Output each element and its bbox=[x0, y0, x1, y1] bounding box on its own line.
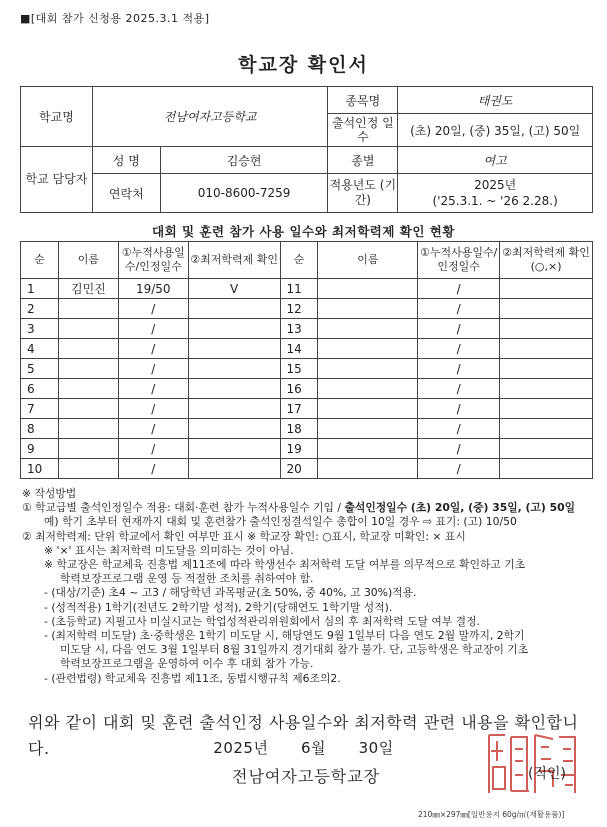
days-cell: / bbox=[118, 399, 188, 419]
name-cell bbox=[58, 339, 118, 359]
category-label: 종별 bbox=[328, 147, 398, 174]
check-cell bbox=[500, 359, 593, 379]
attendance-value: (초) 20일, (중) 35일, (고) 50일 bbox=[398, 114, 593, 147]
name-cell bbox=[318, 439, 418, 459]
seq-cell: 14 bbox=[280, 339, 318, 359]
period-value: ('25.3.1. ~ '26 2.28.) bbox=[432, 194, 558, 208]
name-cell bbox=[318, 419, 418, 439]
check-cell bbox=[500, 279, 593, 299]
note-line-9: - (초등학교) 지필고사 미실시교는 학업성적관리위원회에서 심의 후 최저학력 도달 여부 결정. bbox=[44, 614, 480, 628]
days-cell: / bbox=[418, 379, 500, 399]
seq-cell: 2 bbox=[21, 299, 59, 319]
date-day: 30일 bbox=[358, 739, 394, 757]
school-value: 전남여자고등학교 bbox=[92, 87, 328, 147]
seq-cell: 15 bbox=[280, 359, 318, 379]
notes-block bbox=[22, 487, 588, 686]
sport-value: 태권도 bbox=[398, 87, 593, 114]
check-cell bbox=[500, 319, 593, 339]
table-row bbox=[21, 319, 593, 339]
note-line-4: ※ '×' 표시는 최저학력 미도달을 의미하는 것이 아님. bbox=[44, 543, 294, 557]
check-cell bbox=[188, 319, 280, 339]
col-days-1-header: ①누적사용일수/인정일수 bbox=[118, 242, 188, 279]
contact-label: 연락처 bbox=[92, 174, 160, 213]
col-seq-2-header: 순 bbox=[280, 242, 318, 279]
check-cell bbox=[188, 439, 280, 459]
check-cell bbox=[500, 339, 593, 359]
table-row bbox=[21, 439, 593, 459]
days-cell: 19/50 bbox=[118, 279, 188, 299]
days-cell: / bbox=[418, 319, 500, 339]
check-cell bbox=[188, 359, 280, 379]
days-cell: / bbox=[418, 299, 500, 319]
notes-heading: ※ 작성방법 bbox=[22, 487, 77, 500]
name-cell bbox=[318, 299, 418, 319]
seq-cell: 8 bbox=[21, 419, 59, 439]
table-row bbox=[21, 359, 593, 379]
days-cell: / bbox=[118, 299, 188, 319]
col-name-1-header: 이름 bbox=[58, 242, 118, 279]
note-line-7: - (대상/기준) 초4 ~ 고3 / 해당학년 과목평균(초 50%, 중 40%, 고 30%)적용. bbox=[44, 586, 417, 600]
seq-cell: 7 bbox=[21, 399, 59, 419]
name-cell bbox=[318, 319, 418, 339]
seq-cell: 20 bbox=[280, 459, 318, 479]
days-cell: / bbox=[118, 459, 188, 479]
days-cell: / bbox=[418, 359, 500, 379]
check-cell bbox=[188, 339, 280, 359]
note-line-10: - (최저학력 미도달) 초·중학생은 1학기 미도달 시, 해당연도 9월 1일부터 다음 연도 2월 말까지, 2학기 bbox=[44, 629, 525, 643]
name-cell bbox=[58, 459, 118, 479]
days-cell: / bbox=[418, 459, 500, 479]
contact-value: 010-8600-7259 bbox=[160, 174, 328, 213]
note-line-1a: ① 학교급별 출석인정일수 적용: 대회·훈련 참가 누적사용일수 기입 / bbox=[22, 501, 345, 515]
paper-footer: 210㎜×297㎜[일반용지 60g/㎡(재활용품)] bbox=[418, 810, 565, 819]
seq-cell: 12 bbox=[280, 299, 318, 319]
seq-cell: 11 bbox=[280, 279, 318, 299]
check-cell bbox=[188, 299, 280, 319]
table-row bbox=[21, 399, 593, 419]
check-cell bbox=[500, 419, 593, 439]
check-cell bbox=[500, 379, 593, 399]
check-cell bbox=[500, 299, 593, 319]
seq-cell: 9 bbox=[21, 439, 59, 459]
school-head-signature: 전남여자고등학교장 bbox=[232, 767, 381, 786]
manager-label: 학교 담당자 bbox=[21, 147, 93, 213]
col-check-1-header: ②최저학력제 확인 bbox=[188, 242, 280, 279]
name-cell bbox=[318, 399, 418, 419]
note-line-11: 미도달 시, 다음 연도 3월 1일부터 8월 31일까지 경기대회 참가 불가. 단, 고등학생은 학교장이 기초 bbox=[60, 643, 529, 657]
name-cell bbox=[318, 379, 418, 399]
seq-cell: 10 bbox=[21, 459, 59, 479]
col-days-2-header: ①누적사용일수/인정일수 bbox=[418, 242, 500, 279]
table-row bbox=[21, 419, 593, 439]
days-cell: / bbox=[118, 359, 188, 379]
col-seq-1-header: 순 bbox=[21, 242, 59, 279]
check-cell bbox=[500, 439, 593, 459]
note-line-3: ② 최저학력제: 단위 학교에서 확인 여부만 표시 ※ 학교장 확인: ○표시, 학교장 미확인: × 표시 bbox=[22, 529, 466, 543]
check-cell bbox=[188, 399, 280, 419]
name-cell bbox=[58, 299, 118, 319]
note-line-6: 학력보장프로그램 운영 등 적절한 조치를 취하여야 함. bbox=[60, 572, 314, 586]
days-cell: / bbox=[118, 339, 188, 359]
seq-cell: 17 bbox=[280, 399, 318, 419]
name-cell bbox=[318, 359, 418, 379]
days-cell: / bbox=[418, 419, 500, 439]
seq-cell: 4 bbox=[21, 339, 59, 359]
note-line-12: 학력보장프로그램을 운영하여 이수 후 대회 참가 가능. bbox=[60, 657, 314, 671]
date-year: 2025년 bbox=[213, 739, 269, 757]
category-value: 여고 bbox=[398, 147, 593, 174]
year-value-cell bbox=[398, 174, 593, 213]
check-cell bbox=[188, 379, 280, 399]
col-check-2-header: ②최저학력제 확인(○,×) bbox=[500, 242, 593, 279]
name-cell bbox=[58, 379, 118, 399]
seq-cell: 5 bbox=[21, 359, 59, 379]
seq-cell: 6 bbox=[21, 379, 59, 399]
name-cell bbox=[58, 399, 118, 419]
days-cell: / bbox=[118, 439, 188, 459]
name-cell bbox=[318, 339, 418, 359]
check-cell bbox=[500, 459, 593, 479]
seq-cell: 19 bbox=[280, 439, 318, 459]
seq-cell: 16 bbox=[280, 379, 318, 399]
name-cell: 김민진 bbox=[58, 279, 118, 299]
note-line-13: - (관련법령) 학교체육 진흥법 제11조, 동법시행규칙 제6조의2. bbox=[44, 671, 341, 685]
confirm-text: 위와 같이 대회 및 훈련 출석인정 사용일수와 최저학력 관련 내용을 확인합니다. bbox=[28, 713, 579, 758]
days-cell: / bbox=[118, 379, 188, 399]
note-line-8: - (성적적용) 1학기(전년도 2학기말 성적), 2학기(당해연도 1학기말 성적). bbox=[44, 600, 393, 614]
page-title: 학교장 확인서 bbox=[238, 54, 369, 76]
days-cell: / bbox=[418, 399, 500, 419]
school-label: 학교명 bbox=[21, 87, 93, 147]
seq-cell: 18 bbox=[280, 419, 318, 439]
note-line-5: ※ 학교장은 학교체육 진흥법 제11조에 따라 학생선수 최저학력 도달 여부를 의무적으로 확인하고 기초 bbox=[44, 558, 526, 572]
days-cell: / bbox=[418, 279, 500, 299]
days-cell: / bbox=[118, 419, 188, 439]
seq-cell: 13 bbox=[280, 319, 318, 339]
info-table bbox=[20, 86, 593, 213]
name-cell bbox=[318, 459, 418, 479]
check-cell bbox=[188, 419, 280, 439]
col-name-2-header: 이름 bbox=[318, 242, 418, 279]
table-row bbox=[21, 339, 593, 359]
check-cell: V bbox=[188, 279, 280, 299]
status-table bbox=[20, 241, 593, 479]
check-cell bbox=[188, 459, 280, 479]
year-label: 적용년도 (기간) bbox=[328, 174, 398, 213]
table-row bbox=[21, 379, 593, 399]
note-line-2: 예) 학기 초부터 현재까지 대회 및 훈련참가 출석인정결석일수 총합이 10일 경우 ⇨ 표기: (고) 10/50 bbox=[44, 515, 517, 529]
days-cell: / bbox=[418, 339, 500, 359]
attendance-label: 출석인정 일수 bbox=[328, 114, 398, 147]
name-cell bbox=[318, 279, 418, 299]
sport-label: 종목명 bbox=[328, 87, 398, 114]
section-title: 대회 및 훈련 참가 사용 일수와 최저학력제 확인 현황 bbox=[152, 224, 455, 239]
name-cell bbox=[58, 439, 118, 459]
seq-cell: 3 bbox=[21, 319, 59, 339]
name-cell bbox=[58, 359, 118, 379]
form-tag: ■[대회 참가 신청용 2025.3.1 적용] bbox=[20, 12, 210, 25]
seq-cell: 1 bbox=[21, 279, 59, 299]
check-cell bbox=[500, 399, 593, 419]
days-cell: / bbox=[118, 319, 188, 339]
name-label: 성 명 bbox=[92, 147, 160, 174]
seal-label: (직인) bbox=[528, 766, 566, 782]
year-value: 2025년 bbox=[474, 178, 517, 192]
name-value: 김승현 bbox=[160, 147, 328, 174]
table-row bbox=[21, 279, 593, 299]
name-cell bbox=[58, 419, 118, 439]
note-line-1b: 출석인정일수 (초) 20일, (중) 35일, (고) 50일 bbox=[344, 501, 576, 515]
date-month: 6월 bbox=[301, 739, 327, 757]
table-row bbox=[21, 299, 593, 319]
table-row bbox=[21, 459, 593, 479]
name-cell bbox=[58, 319, 118, 339]
days-cell: / bbox=[418, 439, 500, 459]
